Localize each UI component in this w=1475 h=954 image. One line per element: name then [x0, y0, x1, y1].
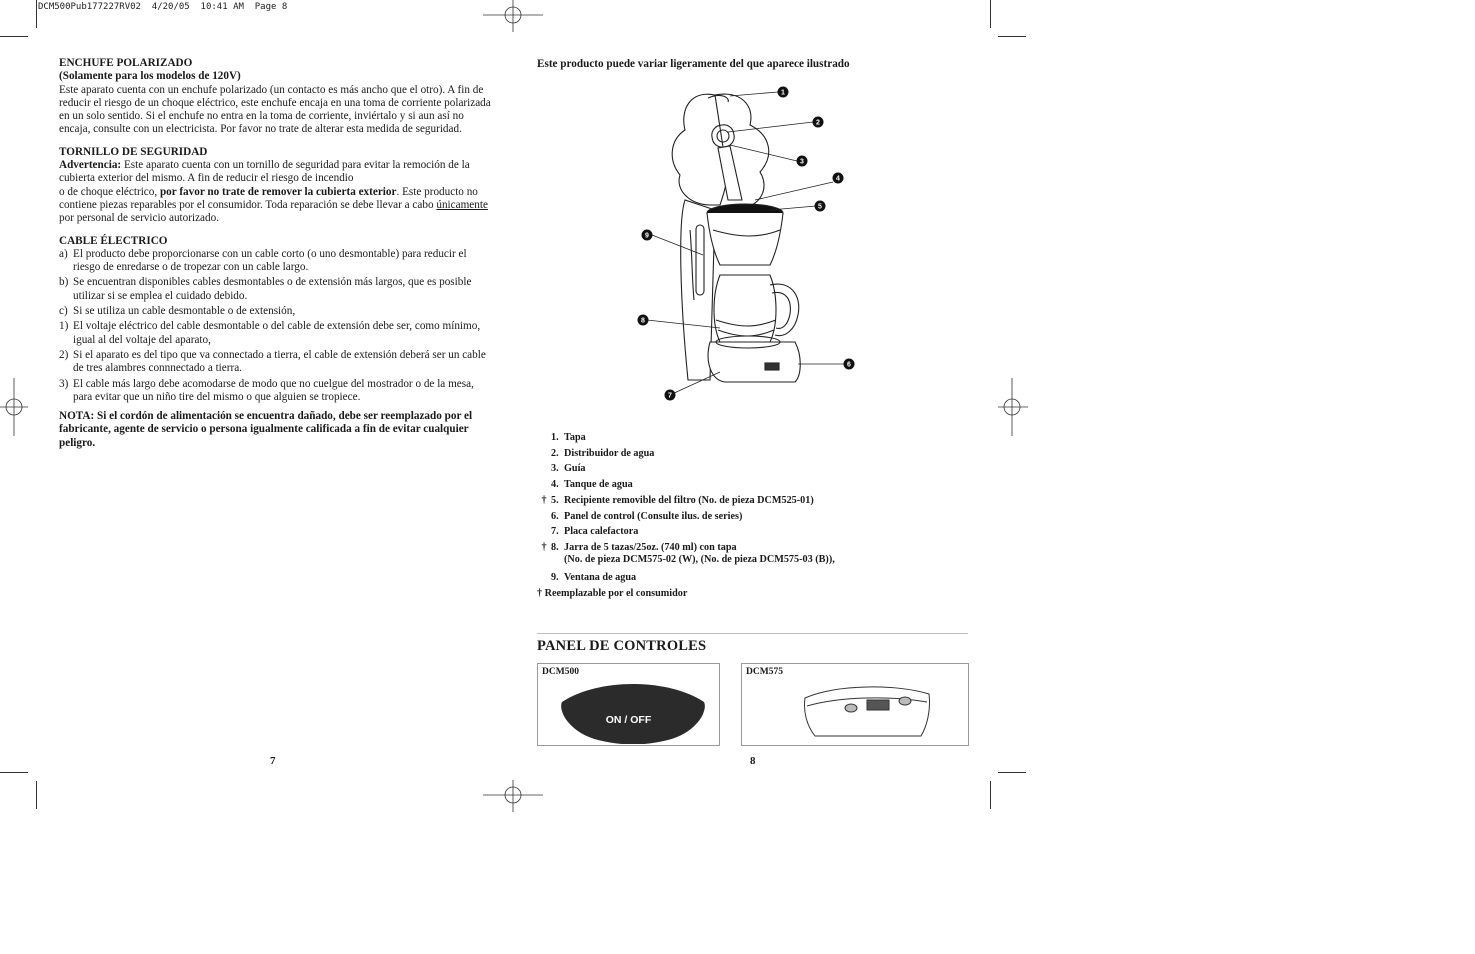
panel-dcm500 — [537, 663, 720, 746]
crop-mark-br-v — [990, 781, 991, 809]
tornillo-body-2: o de choque eléctrico, — [59, 185, 160, 198]
part-item: † 5. Recipiente removible del filtro (No. de pieza DCM525-01) — [541, 494, 814, 506]
registration-mark-right — [996, 378, 1028, 436]
tornillo-bold: por favor no trate de remover la cubierta exterior — [159, 185, 397, 198]
tornillo-paragraph — [59, 159, 491, 186]
registration-mark-top — [483, 0, 543, 32]
tornillo-body-4: por personal de servicio autorizado. — [59, 212, 219, 225]
cable-item: 1) El voltaje eléctrico del cable desmontable o del cable de extensión debe ser, como mínimo, igual al del voltaje del aparato, — [59, 320, 481, 346]
callout-9: 9 — [645, 232, 649, 240]
part-item: 2. Distribuidor de agua — [551, 447, 655, 459]
callout-3: 3 — [800, 158, 804, 166]
tornillo-paragraph-2 — [59, 186, 491, 226]
crop-mark-bl-h — [0, 772, 28, 773]
callout-8: 8 — [641, 317, 645, 325]
enchufe-title: ENCHUFE POLARIZADO — [59, 57, 193, 69]
panel-dcm575-label: DCM575 — [746, 667, 783, 677]
callout-2: 2 — [816, 119, 820, 127]
nota-warning: NOTA: Si el cordón de alimentación se encuentra dañado, debe ser reemplazado por el fabricante, agente de servicio o persona igualmente calificada a fin de evitar cualquier peligro. — [59, 410, 473, 449]
enchufe-subtitle: (Solamente para los modelos de 120V) — [59, 70, 241, 83]
illustration-note: Este producto puede variar ligeramente del que aparece ilustrado — [537, 58, 850, 70]
callout-5: 5 — [818, 203, 822, 211]
cable-item: b) Se encuentran disponibles cables desmontables o de extensión más largos, que es posible utilizar si se emplea el cuidado debido. — [59, 276, 472, 302]
part-item: 3. Guía — [551, 463, 586, 475]
part-item: 6. Panel de control (Consulte ilus. de series) — [551, 510, 743, 522]
crop-mark-bl-v — [36, 781, 37, 809]
parts-list — [537, 430, 957, 601]
left-column — [59, 57, 491, 450]
cable-item: c) Si se utiliza un cable desmontable o de extensión, — [59, 305, 296, 318]
part-item: 9. Ventana de agua — [551, 571, 637, 583]
enchufe-body: Este aparato cuenta con un enchufe polarizado (un contacto es más ancho que el otro). A fin de reducir el riesgo de un choque eléctrico, este enchufe encaja en una toma de corriente polarizada en un solo sentido. Si el enchufe no entra en la toma de corriente, inviértalo y si aun así no encaja, consulte con un electricista. Por favor no trate de alterar esta medida de seguridad. — [59, 83, 491, 136]
section-divider — [537, 633, 968, 634]
print-slug: DCM500Pub177227RV02 4/20/05 10:41 AM Page 8 — [38, 2, 288, 12]
onoff-switch-illustration — [558, 680, 708, 744]
part-item: 1. Tapa — [551, 432, 586, 443]
tornillo-body-3: . Este producto no contiene piezas reparables por el consumidor. Toda reparación se debe llevar a cabo — [59, 185, 478, 211]
registration-mark-left — [0, 378, 32, 436]
cable-title: CABLE ÉLECTRICO — [59, 234, 168, 247]
cable-item: 3) El cable más largo debe acomodarse de modo que no cuelgue del mostrador o de la mesa, para evitar que un niño tire del mismo o que alguien se tropiece. — [59, 377, 474, 403]
crop-mark-tr-v — [990, 0, 991, 28]
crop-mark-br-h — [998, 772, 1026, 773]
part-item: 7. Placa calefactora — [551, 526, 639, 538]
callout-4: 4 — [836, 175, 840, 183]
panel-dcm500-label: DCM500 — [542, 667, 579, 677]
callout-6: 6 — [847, 361, 851, 369]
part-item: † 8. Jarra de 5 tazas/25oz. (740 ml) con tapa (No. de pieza DCM575-02 (W), (No. de pieza DCM575-03 (B)), — [541, 541, 835, 566]
callout-1: 1 — [781, 89, 785, 97]
consumer-replaceable-note: † Reemplazable por el consumidor — [537, 587, 688, 599]
part-item: 4. Tanque de agua — [551, 479, 633, 491]
tornillo-underline: únicamente — [436, 198, 488, 211]
page-number-right: 8 — [750, 755, 756, 767]
cable-item: 2) Si el aparato es del tipo que va connectado a tierra, el cable de extensión deberá ser un cable de tres alambres connnectado a tierra. — [59, 348, 486, 375]
crop-mark-tl-h — [0, 36, 28, 37]
crop-mark-tl-v — [36, 0, 37, 28]
control-panel-illustration — [797, 670, 937, 742]
panel-dcm575 — [741, 663, 969, 746]
crop-mark-tr-h — [998, 36, 1026, 37]
registration-mark-bottom — [483, 780, 543, 812]
tornillo-warning-label: Advertencia: — [59, 159, 122, 172]
onoff-label: ON / OFF — [605, 714, 652, 726]
panel-heading: PANEL DE CONTROLES — [537, 638, 707, 654]
coffee-maker-illustration — [630, 80, 865, 405]
page-number-left: 7 — [270, 755, 276, 767]
callout-7: 7 — [668, 392, 672, 400]
cable-item: a) El producto debe proporcionarse con un cable corto (o uno desmontable) para reducir el riesgo de enredarse o de tropezar con un cable largo. — [59, 247, 467, 274]
tornillo-title: TORNILLO DE SEGURIDAD — [59, 145, 208, 158]
tornillo-body-1: Este aparato cuenta con un tornillo de seguridad para evitar la remoción de la cubierta exterior del mismo. A fin de reducir el riesgo de incendio — [59, 159, 470, 185]
